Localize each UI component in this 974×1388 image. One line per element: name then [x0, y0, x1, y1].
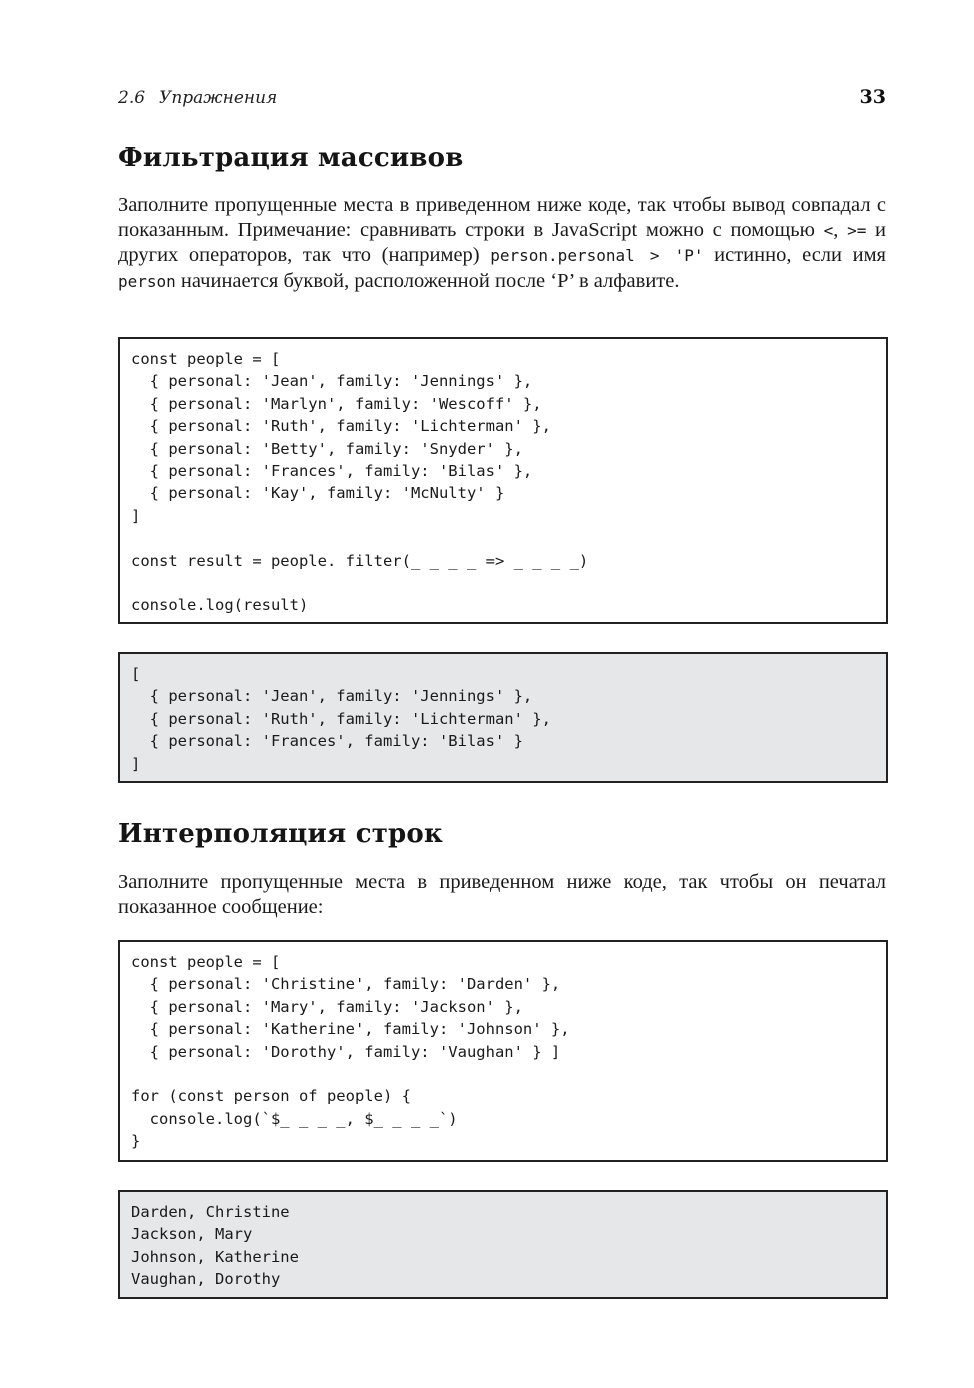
section-number: 2.6 — [118, 88, 146, 108]
section-title: Упражнения — [159, 88, 278, 108]
paragraph-text: истинно, если имя — [703, 244, 886, 267]
paragraph-text: начинается буквой, расположенной после ‘P’ в алфавите. — [175, 269, 680, 292]
inline-code: >= — [847, 220, 867, 240]
code-text: const people = [ { personal: 'Christine', family: 'Darden' }, { personal: 'Mary', family: 'Jackson' }, { personal: 'Katherine', family: 'Johnson' }, { personal: 'Dorothy', family: 'Vaughan' } ] for (const person of people) { console.log(`$_ _ _ _, $_ _ _ _`) } — [131, 953, 570, 1151]
paragraph-text: и других операторов, так что (например) — [118, 218, 887, 267]
paragraph-text: , — [833, 218, 848, 241]
output-text: Darden, Christine Jackson, Mary Johnson, Katherine Vaughan, Dorothy — [131, 1203, 299, 1289]
inline-code: person.personal > 'P' — [490, 246, 704, 266]
inline-code: person — [118, 271, 176, 291]
heading-array-filtering: Фильтрация массивов — [118, 143, 464, 173]
code-text: const people = [ { personal: 'Jean', family: 'Jennings' }, { personal: 'Marlyn', family: 'Wescoff' }, { personal: 'Ruth', family: 'Lichterman' }, { personal: 'Betty', family: 'Snyder' }, { personal: 'Frances', family: 'Bilas' }, { personal: 'Kay', family: 'McNulty' } ] const result = people. filter(_ _ _ _ => _ _ _ _) console.log(result) — [131, 350, 589, 615]
output-block-interpolation — [118, 1190, 888, 1299]
output-block-filter — [118, 652, 888, 783]
running-head — [118, 88, 886, 112]
paragraph-string-interpolation: Заполните пропущенные места в приведенном ниже коде, так чтобы он печатал показанное сообщение: — [118, 871, 886, 918]
code-block-filter — [118, 337, 888, 624]
code-block-interpolation — [118, 940, 888, 1162]
page-number: 33 — [859, 86, 886, 108]
heading-string-interpolation: Интерполяция строк — [118, 819, 443, 849]
inline-code: < — [823, 220, 834, 240]
paragraph-text: Заполните пропущенные места в приведенном ниже коде, так чтобы вывод совпадал с показанным. Примечание: сравнивать строки в JavaScript можно с помощью — [118, 194, 886, 241]
running-head-section — [118, 88, 277, 108]
output-text: [ { personal: 'Jean', family: 'Jennings' }, { personal: 'Ruth', family: 'Lichterman' }, { personal: 'Frances', family: 'Bilas' } ] — [131, 665, 551, 773]
paragraph-array-filtering — [118, 193, 886, 294]
